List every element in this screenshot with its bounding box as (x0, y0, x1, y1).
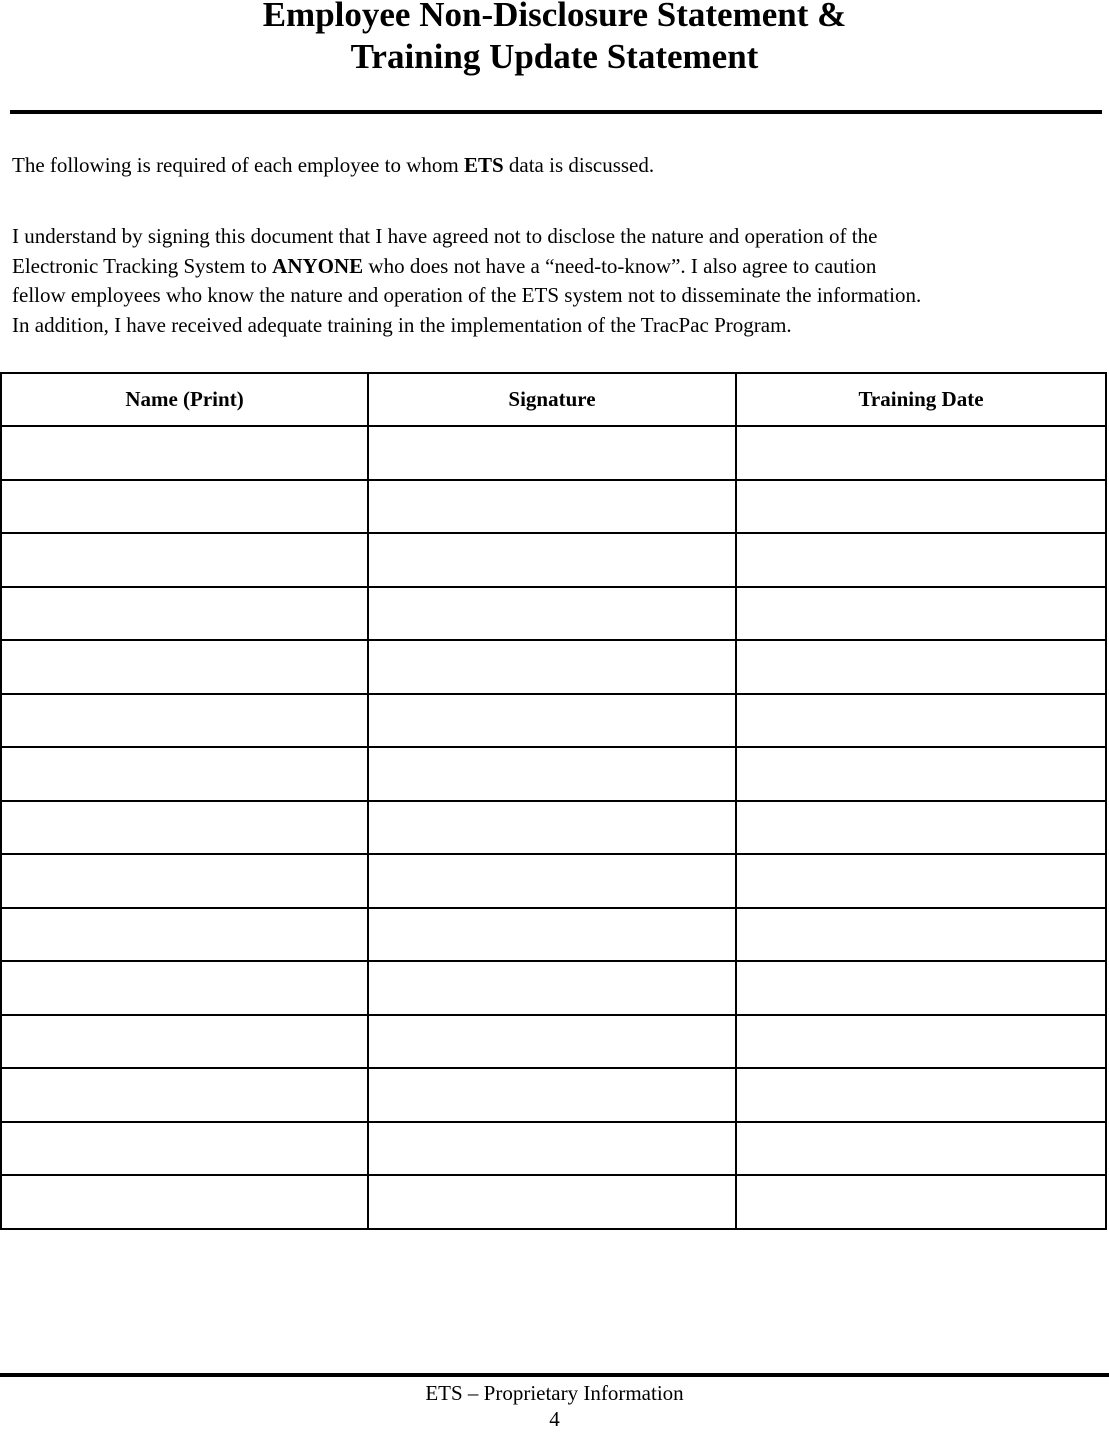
signature-cell[interactable] (368, 747, 736, 801)
table-row (1, 1068, 1106, 1122)
header-name-print: Name (Print) (1, 373, 368, 426)
training-date-cell[interactable] (736, 801, 1106, 855)
training-date-cell[interactable] (736, 694, 1106, 748)
name-cell[interactable] (1, 480, 368, 534)
training-date-cell[interactable] (736, 480, 1106, 534)
training-date-cell[interactable] (736, 854, 1106, 908)
table-row (1, 587, 1106, 641)
agreement-line-1: I understand by signing this document that I have agreed not to disclose the nature and operation of the (12, 224, 878, 248)
training-date-cell[interactable] (736, 640, 1106, 694)
intro-text-start: The following is required of each employee to whom (12, 153, 464, 177)
intro-ets-emphasis: ETS (463, 153, 504, 177)
signature-cell[interactable] (368, 961, 736, 1015)
training-date-cell[interactable] (736, 1175, 1106, 1229)
name-cell[interactable] (1, 1015, 368, 1069)
agreement-line-4: In addition, I have received adequate training in the implementation of the TracPac Program. (12, 312, 792, 337)
signature-rows (1, 426, 1106, 1229)
name-cell[interactable] (1, 908, 368, 962)
name-cell[interactable] (1, 1068, 368, 1122)
table-row (1, 1122, 1106, 1176)
training-date-cell[interactable] (736, 747, 1106, 801)
agreement-paragraph (12, 222, 1104, 340)
table-row (1, 747, 1106, 801)
signature-cell[interactable] (368, 1122, 736, 1176)
header-training-date: Training Date (736, 373, 1106, 426)
signature-cell[interactable] (368, 854, 736, 908)
table-row (1, 1175, 1106, 1229)
document-title (0, 0, 1109, 78)
name-cell[interactable] (1, 640, 368, 694)
table-row (1, 908, 1106, 962)
agreement-line-3: fellow employees who know the nature and operation of the ETS system not to disseminate the information. (12, 283, 922, 307)
training-date-cell[interactable] (736, 908, 1106, 962)
intro-paragraph (12, 152, 654, 178)
title-line-1: Employee Non-Disclosure Statement & (262, 0, 847, 34)
training-date-cell[interactable] (736, 533, 1106, 587)
table-header-row (1, 373, 1106, 426)
table-row (1, 854, 1106, 908)
intro-text-end: data is discussed. (503, 153, 655, 177)
table-row (1, 480, 1106, 534)
name-cell[interactable] (1, 801, 368, 855)
table-row (1, 961, 1106, 1015)
table-row (1, 801, 1106, 855)
name-cell[interactable] (1, 694, 368, 748)
name-cell[interactable] (1, 426, 368, 480)
signature-cell[interactable] (368, 1068, 736, 1122)
name-cell[interactable] (1, 961, 368, 1015)
signature-cell[interactable] (368, 694, 736, 748)
agreement-line-2 (12, 252, 1104, 282)
training-date-cell[interactable] (736, 426, 1106, 480)
signature-cell[interactable] (368, 1015, 736, 1069)
training-date-cell[interactable] (736, 587, 1106, 641)
table-row (1, 640, 1106, 694)
header-signature: Signature (368, 373, 736, 426)
training-date-cell[interactable] (736, 1015, 1106, 1069)
agreement-line-2-start: Electronic Tracking System to (12, 253, 273, 278)
footer-label: ETS – Proprietary Information (425, 1381, 684, 1405)
table-row (1, 426, 1106, 480)
signature-table (0, 372, 1107, 1230)
training-date-cell[interactable] (736, 1068, 1106, 1122)
table-row (1, 1015, 1106, 1069)
footer-divider (0, 1373, 1109, 1377)
signature-cell[interactable] (368, 640, 736, 694)
name-cell[interactable] (1, 1175, 368, 1229)
agreement-line-2-end: who does not have a “need-to-know”. I also agree to caution (363, 253, 877, 278)
signature-cell[interactable] (368, 533, 736, 587)
table-row (1, 533, 1106, 587)
signature-cell[interactable] (368, 908, 736, 962)
signature-cell[interactable] (368, 1175, 736, 1229)
signature-cell[interactable] (368, 801, 736, 855)
agreement-anyone-emphasis: ANYONE (272, 253, 364, 278)
name-cell[interactable] (1, 854, 368, 908)
table-row (1, 694, 1106, 748)
signature-cell[interactable] (368, 587, 736, 641)
signature-cell[interactable] (368, 426, 736, 480)
name-cell[interactable] (1, 587, 368, 641)
name-cell[interactable] (1, 533, 368, 587)
training-date-cell[interactable] (736, 1122, 1106, 1176)
training-date-cell[interactable] (736, 961, 1106, 1015)
title-line-2: Training Update Statement (350, 37, 759, 76)
header-divider (10, 110, 1102, 114)
name-cell[interactable] (1, 1122, 368, 1176)
name-cell[interactable] (1, 747, 368, 801)
page-number: 4 (549, 1407, 560, 1431)
signature-cell[interactable] (368, 480, 736, 534)
